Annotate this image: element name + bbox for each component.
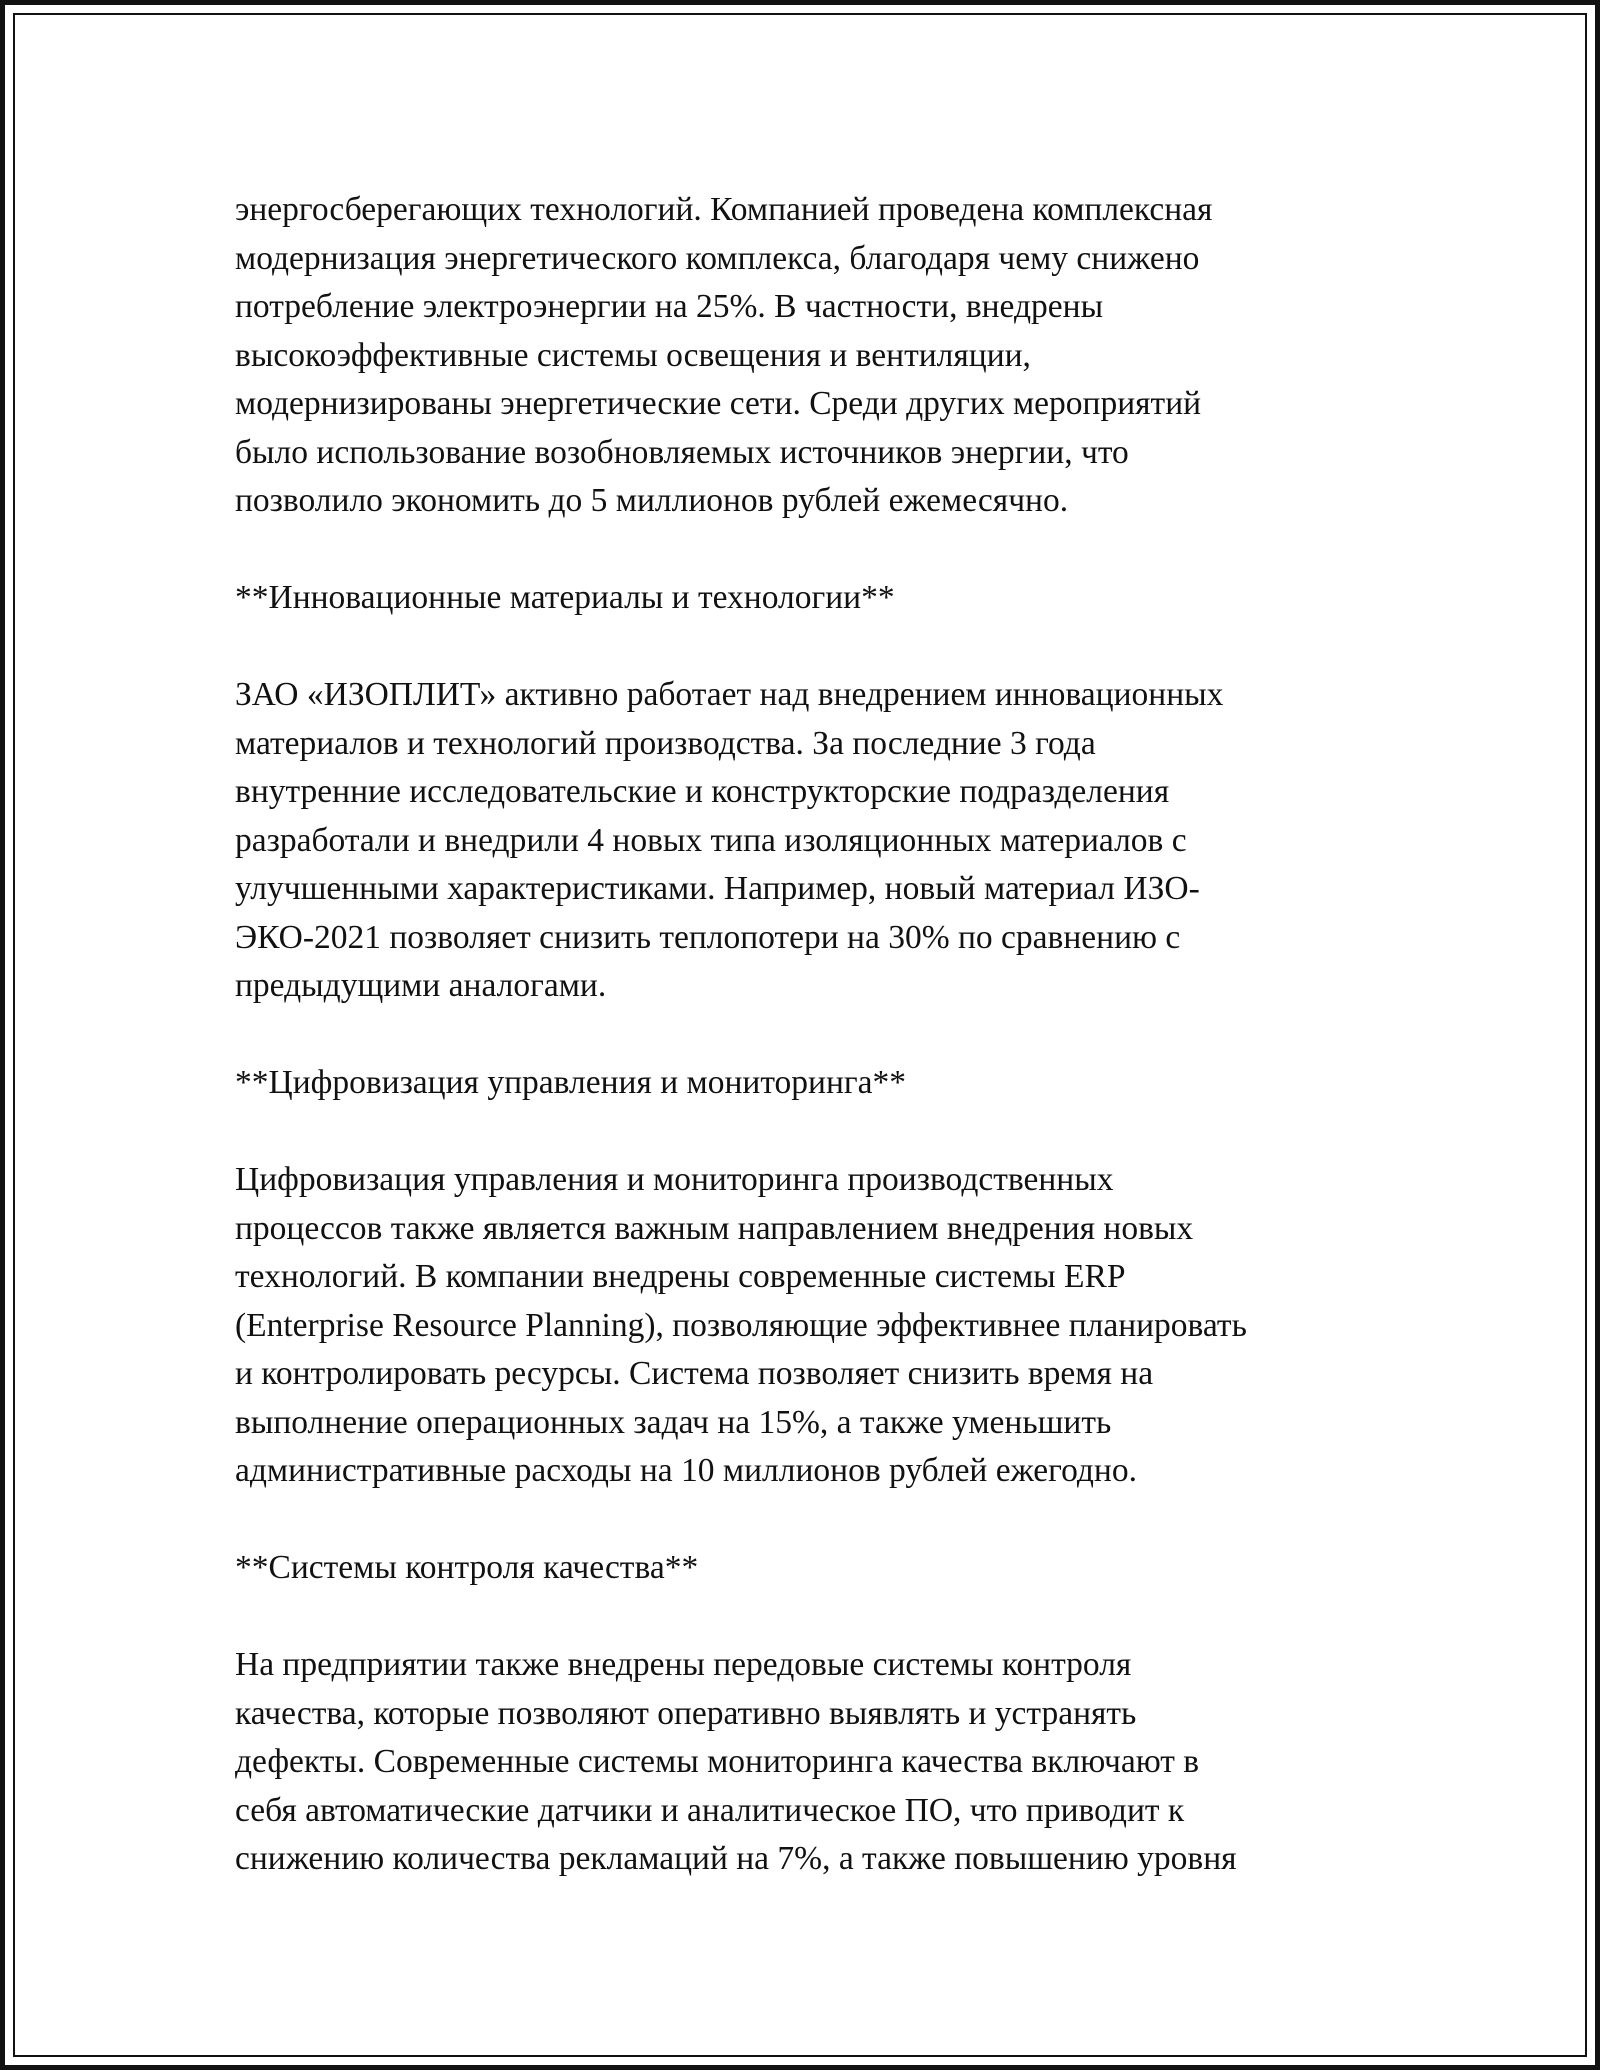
- text-line: высокоэффективные системы освещения и вентиляции,: [235, 336, 1031, 374]
- section-heading: **Цифровизация управления и мониторинга**: [235, 1064, 906, 1101]
- paragraph-quality-control: [235, 1641, 1365, 1884]
- text-line: ЗАО «ИЗОПЛИТ» активно работает над внедрением инновационных: [235, 676, 1224, 713]
- text-line: ЭКО-2021 позволяет снизить теплопотери на 30% по сравнению с: [235, 918, 1181, 956]
- section-heading: **Системы контроля качества**: [235, 1549, 699, 1586]
- paragraph-gap: [235, 623, 1365, 672]
- paragraph-gap: [235, 526, 1365, 575]
- text-line: внутренние исследовательские и конструкторские подразделения: [235, 773, 1170, 810]
- paragraph-gap: [235, 1496, 1365, 1545]
- paragraph-gap: [235, 1108, 1365, 1157]
- paragraph-energy-saving: [235, 186, 1365, 526]
- paragraph-gap: [235, 1011, 1365, 1060]
- text-line: процессов также является важным направлением внедрения новых: [235, 1209, 1194, 1247]
- text-line: технологий. В компании внедрены современные системы ERP: [235, 1258, 1126, 1295]
- text-line: было использование возобновляемых источников энергии, что: [235, 433, 1129, 471]
- text-line: себя автоматические датчики и аналитическое ПО, что приводит к: [235, 1791, 1185, 1829]
- heading-digitalization: [235, 1059, 1365, 1108]
- text-line: модернизация энергетического комплекса, благодаря чему снижено: [235, 239, 1200, 277]
- text-line: дефекты. Современные системы мониторинга качества включают в: [235, 1743, 1200, 1780]
- text-line: Цифровизация управления и мониторинга производственных: [235, 1161, 1114, 1198]
- text-line: улучшенными характеристиками. Например, новый материал ИЗО-: [235, 870, 1200, 907]
- text-line: позволило экономить до 5 миллионов рублей ежемесячно.: [235, 482, 1069, 519]
- text-line: На предприятии также внедрены передовые системы контроля: [235, 1646, 1132, 1683]
- paragraph-digitalization: [235, 1156, 1365, 1496]
- text-line: потребление электроэнергии на 25%. В частности, внедрены: [235, 288, 1104, 325]
- text-line: (Enterprise Resource Planning), позволяющие эффективнее планировать: [235, 1306, 1247, 1344]
- text-line: материалов и технологий производства. За последние 3 года: [235, 724, 1096, 762]
- paragraph-innovative-materials: [235, 671, 1365, 1011]
- paragraph-gap: [235, 1593, 1365, 1642]
- text-line: и контролировать ресурсы. Система позволяет снизить время на: [235, 1355, 1154, 1392]
- text-line: снижению количества рекламаций на 7%, а также повышению уровня: [235, 1840, 1237, 1877]
- text-line: предыдущими аналогами.: [235, 967, 607, 1004]
- text-line: качества, которые позволяют оперативно выявлять и устранять: [235, 1694, 1137, 1732]
- text-line: энергосберегающих технологий. Компанией проведена комплексная: [235, 191, 1213, 228]
- heading-quality-control: [235, 1544, 1365, 1593]
- text-line: административные расходы на 10 миллионов рублей ежегодно.: [235, 1452, 1137, 1489]
- text-line: выполнение операционных задач на 15%, а также уменьшить: [235, 1403, 1112, 1441]
- document-body: [235, 186, 1365, 1884]
- section-heading: **Инновационные материалы и технологии**: [235, 579, 895, 616]
- text-line: модернизированы энергетические сети. Среди других мероприятий: [235, 385, 1202, 422]
- text-line: разработали и внедрили 4 новых типа изоляционных материалов с: [235, 821, 1187, 859]
- heading-innovative-materials: [235, 574, 1365, 623]
